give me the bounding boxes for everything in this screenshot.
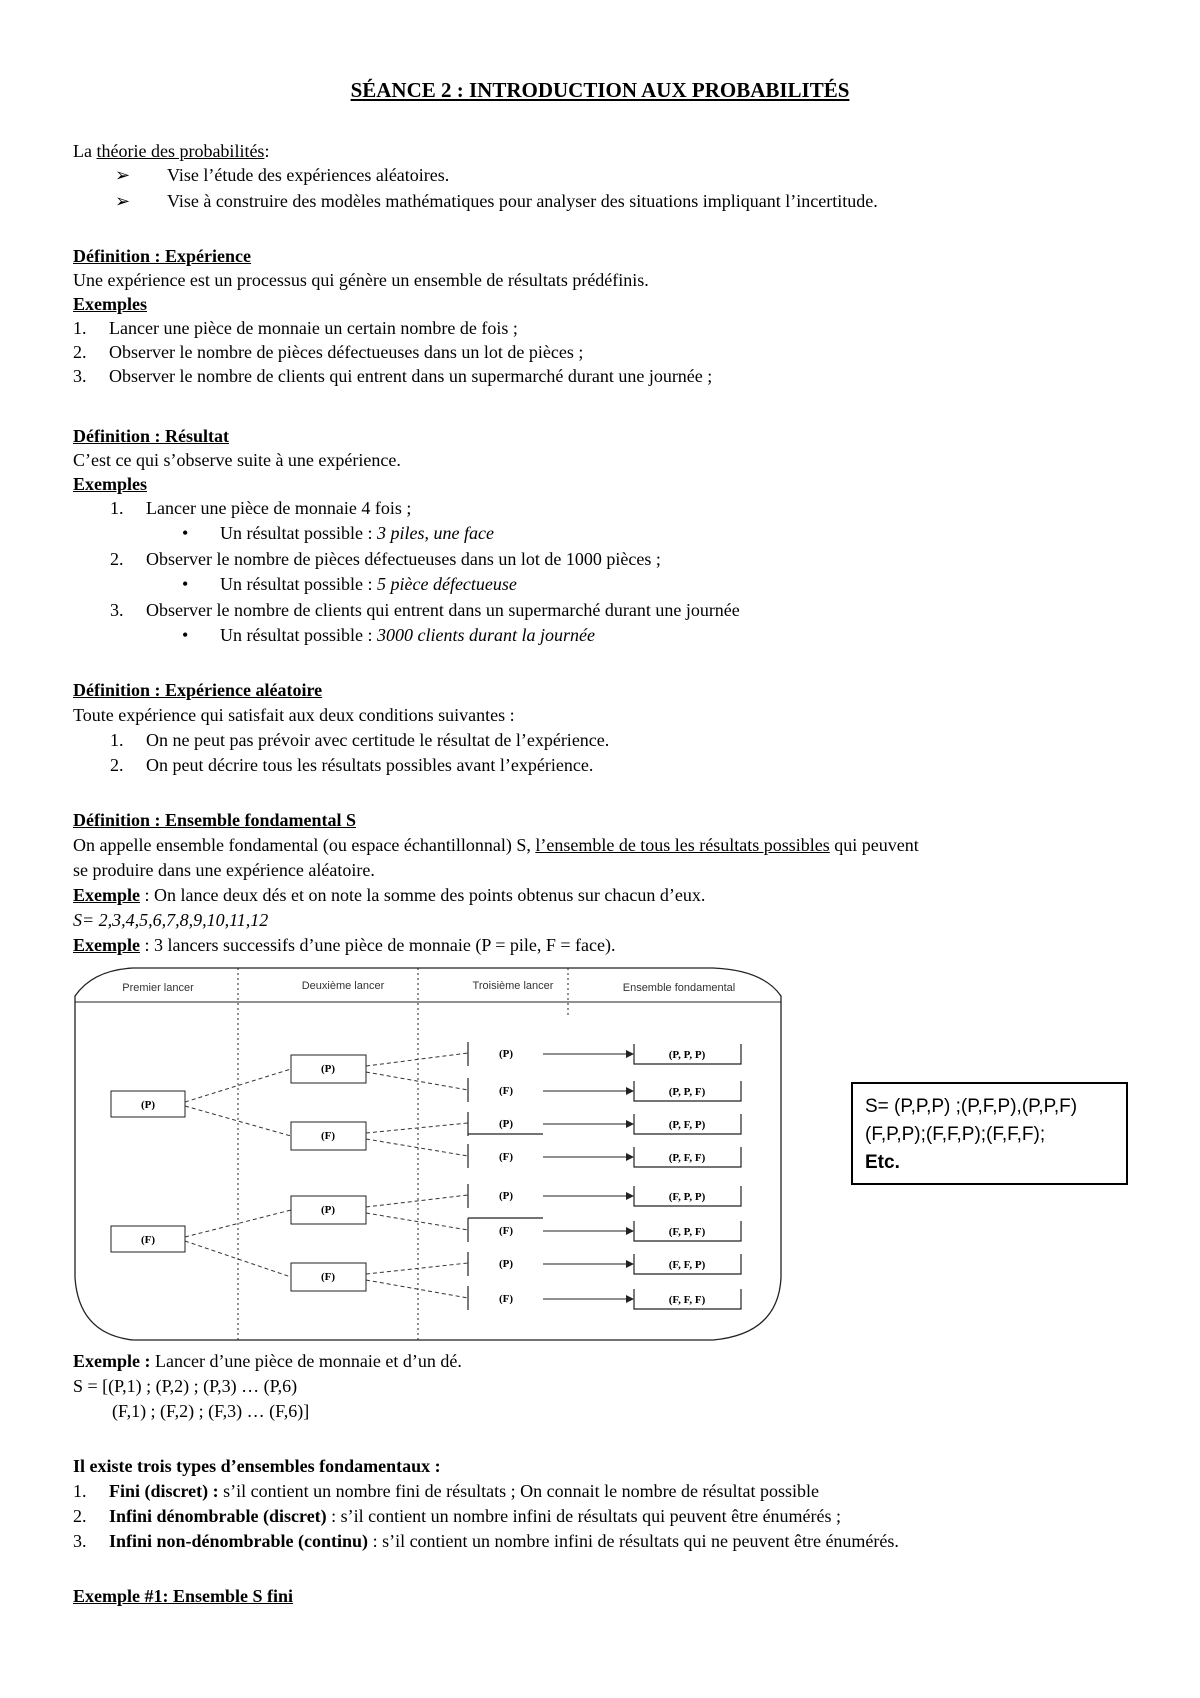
- section-heading: Il existe trois types d’ensembles fondamentaux :: [73, 1456, 441, 1476]
- list-item-text: Observer le nombre de clients qui entrent dans un supermarché durant une journée: [146, 600, 740, 620]
- example-text: : 3 lancers successifs d’une pièce de monnaie (P = pile, F = face).: [140, 935, 616, 955]
- intro-bullet-text: Vise l’étude des expériences aléatoires.: [167, 165, 450, 185]
- example-line: [73, 933, 615, 957]
- second-toss-label: (F): [320, 1271, 336, 1283]
- outcome-label: (P, P, P): [668, 1049, 706, 1061]
- third-toss-label: (P): [498, 1118, 514, 1130]
- third-toss-label: (F): [498, 1225, 514, 1237]
- list-item-text: Lancer une pièce de monnaie 4 fois ;: [146, 498, 412, 518]
- example-text: Lancer d’une pièce de monnaie et d’un dé.: [150, 1351, 462, 1371]
- list-item-text: Lancer une pièce de monnaie un certain nombre de fois ;: [109, 318, 518, 338]
- list-item: 2. On peut décrire tous les résultats possibles avant l’expérience.: [110, 755, 594, 775]
- sub-result: 5 pièce défectueuse: [376, 574, 517, 594]
- tree-header: Premier lancer: [122, 982, 194, 994]
- intro-line: [73, 139, 269, 163]
- outcome-label: (F, F, F): [668, 1294, 706, 1306]
- sample-space-line: Etc.: [865, 1152, 900, 1173]
- example-line: [73, 883, 705, 907]
- third-toss-label: (P): [498, 1190, 514, 1202]
- bullet-dot-icon: •: [182, 625, 189, 645]
- tree-header: Deuxième lancer: [301, 980, 385, 992]
- sub-item: [182, 623, 595, 647]
- list-item-text: Observer le nombre de pièces défectueuses dans un lot de 1000 pièces ;: [146, 549, 661, 569]
- intro-bullet: [73, 189, 878, 213]
- intro-bullet-text: Vise à construire des modèles mathématiques pour analyser des situations impliquant l’incertitude.: [167, 191, 878, 211]
- list-item: 2. Observer le nombre de pièces défectueuses dans un lot de pièces ;: [73, 342, 584, 362]
- outcome-label: (P, F, P): [668, 1119, 706, 1131]
- bullet-dot-icon: •: [182, 523, 189, 543]
- list-item: 1. Lancer une pièce de monnaie un certain nombre de fois ;: [73, 318, 518, 338]
- list-item-text: Observer le nombre de clients qui entrent dans un supermarché durant une journée ;: [109, 366, 713, 386]
- list-item: 2. Observer le nombre de pièces défectueuses dans un lot de 1000 pièces ;: [110, 549, 661, 569]
- third-toss-label: (P): [498, 1258, 514, 1270]
- examples-heading: Exemples: [73, 474, 147, 494]
- arrow-bullet-icon: ➢: [115, 165, 131, 185]
- example-set: S = [(P,1) ; (P,2) ; (P,3) … (P,6): [73, 1376, 298, 1396]
- definition-text: C’est ce qui s’observe suite à une expérience.: [73, 450, 401, 470]
- example-label: Exemple: [73, 885, 140, 905]
- sub-item: [182, 572, 517, 596]
- page-title: SÉANCE 2 : INTRODUCTION AUX PROBABILITÉS: [350, 78, 850, 102]
- intro-suffix: :: [264, 141, 270, 161]
- section-heading: Définition : Expérience: [73, 246, 251, 266]
- sub-prefix: Un résultat possible :: [220, 625, 377, 645]
- arrow-bullet-icon: ➢: [115, 191, 131, 211]
- example-text: : On lance deux dés et on note la somme des points obtenus sur chacun d’eux.: [140, 885, 706, 905]
- sample-space-line: (F,P,P);(F,F,P);(F,F,F);: [865, 1124, 1046, 1145]
- section-heading: Définition : Expérience aléatoire: [73, 680, 323, 700]
- third-toss-label: (P): [498, 1048, 514, 1060]
- list-item: 1. On ne peut pas prévoir avec certitude le résultat de l’expérience.: [110, 730, 610, 750]
- section-heading: Définition : Ensemble fondamental S: [73, 810, 357, 830]
- definition-text: Toute expérience qui satisfait aux deux conditions suivantes :: [73, 705, 515, 725]
- third-toss-label: (F): [498, 1293, 514, 1305]
- list-item-text: On ne peut pas prévoir avec certitude le résultat de l’expérience.: [146, 730, 610, 750]
- outcome-label: (F, F, P): [668, 1259, 706, 1271]
- second-toss-label: (P): [320, 1063, 336, 1075]
- section-heading: Exemple #1: Ensemble S fini: [73, 1586, 294, 1606]
- type-term: Fini (discret) :: [109, 1481, 219, 1501]
- example-line: [73, 1349, 462, 1373]
- sub-result: 3000 clients durant la journée: [376, 625, 595, 645]
- definition-text-underlined: l’ensemble de tous les résultats possibles: [535, 835, 830, 855]
- example-label: Exemple: [73, 935, 140, 955]
- section-heading: Définition : Résultat: [73, 426, 229, 446]
- list-item: 1. Lancer une pièce de monnaie 4 fois ;: [110, 498, 412, 518]
- outcome-label: (P, P, F): [668, 1086, 706, 1098]
- outcome-label: (F, P, F): [668, 1226, 706, 1238]
- second-toss-label: (P): [320, 1204, 336, 1216]
- intro-term: théorie des probabilités: [96, 141, 265, 161]
- intro-bullet: [73, 163, 449, 187]
- type-text: : s’il contient un nombre infini de résultats qui peuvent être énumérés ;: [326, 1506, 842, 1526]
- list-item: 3. Observer le nombre de clients qui entrent dans un supermarché durant une journée: [110, 600, 740, 620]
- definition-text-a: On appelle ensemble fondamental (ou espace échantillonnal) S,: [73, 835, 536, 855]
- outcome-label: (P, F, F): [668, 1152, 706, 1164]
- sub-result: 3 piles, une face: [376, 523, 494, 543]
- probability-tree-diagram: [73, 958, 785, 1344]
- third-toss-label: (F): [498, 1151, 514, 1163]
- outcome-label: (F, P, P): [668, 1191, 706, 1203]
- sample-space-line: S= (P,P,P) ;(P,F,P),(P,P,F): [865, 1096, 1078, 1117]
- sub-item: [182, 521, 494, 545]
- definition-text: Une expérience est un processus qui génère un ensemble de résultats prédéfinis.: [73, 270, 649, 290]
- definition-text-b: qui peuvent: [829, 835, 919, 855]
- list-item-text: Observer le nombre de pièces défectueuses dans un lot de pièces ;: [109, 342, 584, 362]
- example-set: S= 2,3,4,5,6,7,8,9,10,11,12: [73, 910, 269, 930]
- second-toss-label: (F): [320, 1130, 336, 1142]
- third-toss-label: (F): [498, 1085, 514, 1097]
- example-set: (F,1) ; (F,2) ; (F,3) … (F,6)]: [112, 1401, 310, 1421]
- intro-prefix: La: [73, 141, 97, 161]
- type-text: : s’il contient un nombre infini de résultats qui ne peuvent être énumérés.: [368, 1531, 899, 1551]
- example-label: Exemple :: [73, 1351, 151, 1371]
- type-term: Infini non-dénombrable (continu): [109, 1531, 369, 1551]
- type-text: s’il contient un nombre fini de résultats ; On connait le nombre de résultat possible: [218, 1481, 820, 1501]
- tree-header: Ensemble fondamental: [622, 982, 736, 994]
- first-toss-label: (F): [140, 1234, 156, 1246]
- sub-prefix: Un résultat possible :: [220, 523, 377, 543]
- sub-prefix: Un résultat possible :: [220, 574, 377, 594]
- list-item: 3. Infini non-dénombrable (continu) : s’il contient un nombre infini de résultats qui ne peuvent être énumérés.: [73, 1531, 899, 1551]
- bullet-dot-icon: •: [182, 574, 189, 594]
- list-item: 2. Infini dénombrable (discret) : s’il contient un nombre infini de résultats qui peuvent être énumérés ;: [73, 1506, 842, 1526]
- definition-text: se produire dans une expérience aléatoire.: [73, 860, 375, 880]
- first-toss-label: (P): [140, 1099, 156, 1111]
- definition-text: [73, 833, 919, 857]
- tree-header: Troisième lancer: [472, 980, 554, 992]
- list-item: 3. Observer le nombre de clients qui entrent dans un supermarché durant une journée ;: [73, 366, 713, 386]
- examples-heading: Exemples: [73, 294, 147, 314]
- list-item-text: On peut décrire tous les résultats possibles avant l’expérience.: [146, 755, 594, 775]
- type-term: Infini dénombrable (discret): [109, 1506, 327, 1526]
- list-item: 1. Fini (discret) : s’il contient un nombre fini de résultats ; On connait le nombre de résultat possible: [73, 1481, 820, 1501]
- sample-space-box: [851, 1082, 1128, 1185]
